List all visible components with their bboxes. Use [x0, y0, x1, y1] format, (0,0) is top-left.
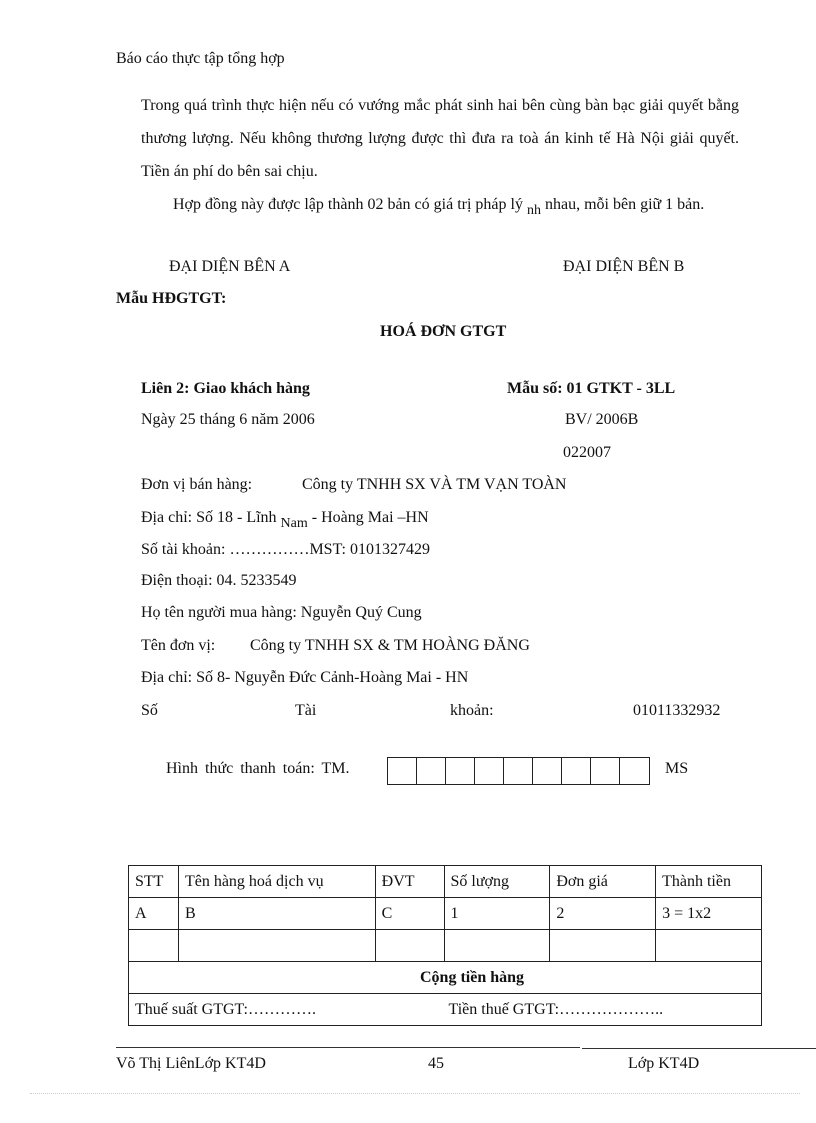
seller-address-after: - Hoàng Mai –HN: [311, 509, 429, 526]
seller-address: [141, 509, 429, 531]
contract-paragraph-copies: [141, 188, 739, 222]
table-cell: [550, 930, 656, 962]
buyer-address: Địa chỉ: Số 8- Nguyễn Đức Cảnh-Hoàng Mai - HN: [141, 669, 469, 686]
buyer-name: Họ tên người mua hàng: Nguyễn Quý Cung: [141, 604, 422, 621]
seller-name: Công ty TNHH SX VÀ TM VẠN TOÀN: [302, 476, 567, 493]
invoice-copy-label: Liên 2: Giao khách hàng: [141, 380, 310, 397]
page-header-title: Báo cáo thực tập tổng hợp: [116, 50, 285, 67]
table-row: [129, 898, 762, 930]
tax-code-cell: [620, 758, 649, 784]
contract-paragraph-dispute: Trong quá trình thực hiện nếu có vướng mắc phát sinh hai bên cùng bàn bạc giải quyết bằng thương lượng. Nếu không thương lượng được thì đưa ra toà án kinh tế Hà Nội giải quyết. Tiền án phí do bên sai chịu.: [141, 97, 739, 180]
representative-a: ĐẠI DIỆN BÊN A: [169, 258, 291, 275]
payment-method: Hình thức thanh toán: TM.: [166, 760, 350, 777]
col-header-unit-price: Đơn giá: [550, 866, 656, 898]
invoice-section-label: Mẫu HĐGTGT:: [116, 290, 227, 307]
table-cell: B: [178, 898, 375, 930]
representative-b: ĐẠI DIỆN BÊN B: [563, 258, 685, 275]
buyer-unit-label: Tên đơn vị:: [141, 637, 216, 654]
table-row: [129, 930, 762, 962]
col-header-quantity: Số lượng: [444, 866, 550, 898]
vat-row: [129, 994, 762, 1026]
col-header-unit: ĐVT: [375, 866, 444, 898]
page-bottom-dotted-line: [30, 1093, 800, 1094]
table-cell: [656, 930, 762, 962]
invoice-series: BV/ 2006B: [565, 411, 639, 428]
col-header-item-name: Tên hàng hoá dịch vụ: [178, 866, 375, 898]
invoice-form-number: Mẫu số: 01 GTKT - 3LL: [507, 380, 676, 397]
buyer-account-value: 01011332932: [633, 702, 721, 719]
seller-phone: Điện thoại: 04. 5233549: [141, 572, 297, 589]
footer-divider-left: [116, 1047, 580, 1048]
table-cell: A: [129, 898, 179, 930]
seller-label: Đơn vị bán hàng:: [141, 476, 253, 493]
footer-class: Lớp KT4D: [628, 1055, 700, 1072]
ms-label: MS: [665, 760, 689, 777]
invoice-title: HOÁ ĐƠN GTGT: [380, 323, 507, 340]
total-label: Cộng tiền hàng: [129, 962, 762, 994]
table-cell: [375, 930, 444, 962]
footer-page-number: 45: [428, 1055, 444, 1072]
seller-address-sub: Nam: [280, 516, 308, 531]
tax-code-cell: [388, 758, 417, 784]
copies-text-sub: nh: [526, 203, 541, 218]
tax-code-cell: [475, 758, 504, 784]
copies-text-after: nhau, mỗi bên giữ 1 bản.: [544, 196, 705, 213]
table-cell: [444, 930, 550, 962]
footer-divider-right: [582, 1048, 816, 1049]
vat-rate: Thuế suất GTGT:………….: [135, 1000, 316, 1018]
contract-text: [141, 89, 739, 222]
table-cell: 1: [444, 898, 550, 930]
invoice-date: Ngày 25 tháng 6 năm 2006: [141, 411, 315, 428]
copies-text-before: Hợp đồng này được lập thành 02 bản có giá trị pháp lý: [173, 196, 523, 213]
vat-cell: [129, 994, 762, 1026]
seller-account-line: Số tài khoản: ……………MST: 0101327429: [141, 541, 430, 558]
vat-amount: Tiền thuế GTGT:………………..: [448, 1000, 664, 1018]
table-cell: 3 = 1x2: [656, 898, 762, 930]
table-cell: C: [375, 898, 444, 930]
buyer-unit: Công ty TNHH SX & TM HOÀNG ĐĂNG: [250, 637, 530, 654]
tax-code-cell: [562, 758, 591, 784]
buyer-account-word-2: Tài: [295, 702, 317, 719]
seller-address-before: Địa chỉ: Số 18 - Lĩnh: [141, 509, 277, 526]
col-header-amount: Thành tiền: [656, 866, 762, 898]
total-row: [129, 962, 762, 994]
table-cell: [129, 930, 179, 962]
buyer-account-word-1: Số: [141, 702, 158, 719]
buyer-account-word-3: khoản:: [450, 702, 494, 719]
tax-code-cell: [533, 758, 562, 784]
tax-code-cell: [446, 758, 475, 784]
tax-code-cell: [591, 758, 620, 784]
tax-code-cell: [504, 758, 533, 784]
tax-code-cell: [417, 758, 446, 784]
table-cell: [178, 930, 375, 962]
invoice-number: 022007: [563, 444, 611, 461]
table-cell: 2: [550, 898, 656, 930]
footer-author: Võ Thị LiênLớp KT4D: [116, 1055, 266, 1072]
col-header-stt: STT: [129, 866, 179, 898]
invoice-items-table: [128, 865, 762, 1026]
table-header-row: [129, 866, 762, 898]
tax-code-boxes: [387, 757, 650, 785]
